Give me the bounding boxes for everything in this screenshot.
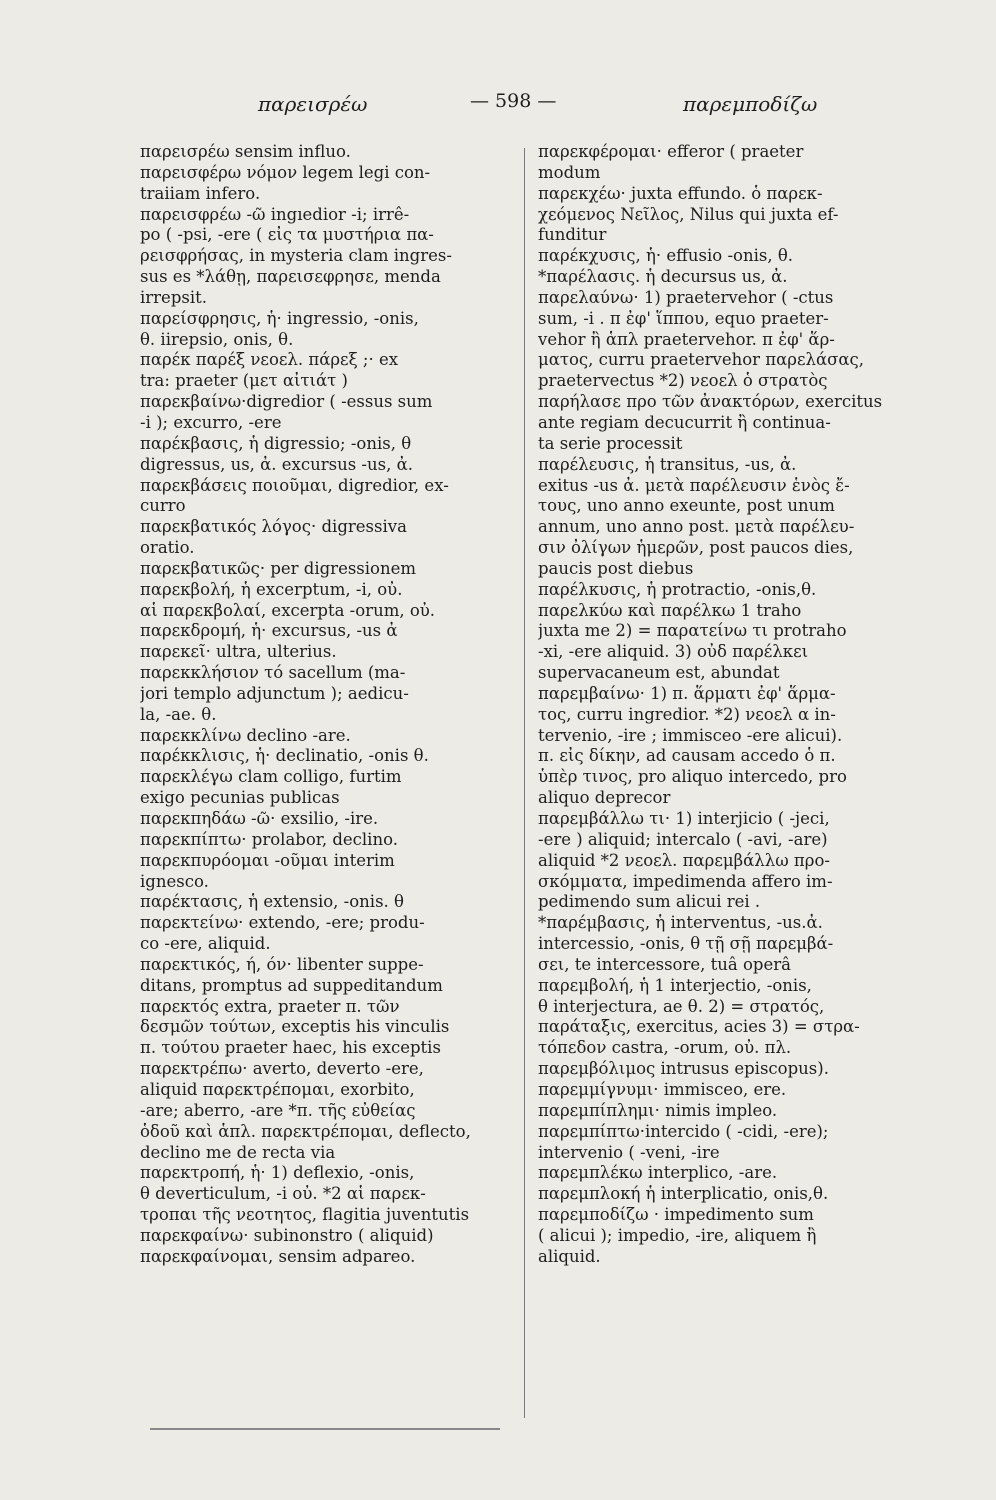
footer-rule (150, 1428, 500, 1430)
text-line: -i ); excurro, -ere (140, 412, 282, 432)
text-line: intercessio, -onis, θ τῇ σῇ παρεμβά- (538, 934, 834, 954)
text-line: tervenio, -ire ; immisceo -ere alicui). (538, 725, 843, 745)
text-line: παρεκκλήσιον τό sacellum (ma- (140, 663, 406, 683)
text-line: παρεκφέρομαι· efferor ( praeter (538, 142, 804, 161)
text-line: ὑπὲρ τινος, pro aliquo intercedo, pro (538, 767, 847, 787)
text-line: παρεκτροπή, ἡ· 1) deflexio, -onis, (140, 1163, 415, 1183)
text-line: *παρέλασις. ἡ decursus us, ἀ. (538, 267, 788, 287)
text-line: aliquid *2 νεοελ. παρεμβάλλω προ- (538, 850, 830, 870)
text-line: aliquo deprecor (538, 788, 671, 808)
text-line: παρεμμίγνυμι· immisceo, ere. (538, 1079, 787, 1099)
text-line: declino me de recta via (140, 1142, 336, 1162)
text-line: παρεκβάσεις ποιοῦμαι, digredior, ex- (140, 475, 449, 495)
text-line: παρεκτείνω· extendo, -ere; produ- (140, 913, 425, 933)
text-line: παρεμπλοκή ἡ interplicatio, onis,θ. (538, 1184, 829, 1204)
text-line: digressus, us, ἀ. excursus -us, ἀ. (140, 454, 413, 474)
text-line: παρελαύνω· 1) praetervehor ( -ctus (538, 287, 834, 307)
text-line: παρεκλέγω clam colligo, furtim (140, 767, 402, 787)
page-header (0, 86, 996, 126)
text-line: ta serie processit (538, 433, 683, 453)
text-line: παρεμβαίνω· 1) π. ἅρματι ἐφ' ἅρμα- (538, 683, 836, 703)
text-line: ante regiam decucurrit ἢ continua- (538, 412, 831, 432)
text-line: παρεκχέω· juxta effundo. ὁ παρεκ- (538, 183, 823, 203)
text-line: παρεμποδίζω · impedimento sum (538, 1205, 814, 1225)
left-column (140, 142, 506, 1268)
page-number: — 598 — (470, 90, 557, 112)
text-line: δεσμῶν τούτων, exceptis his vinculis (140, 1017, 450, 1037)
text-line: παρεμπίπτω·intercido ( -cidi, -ere); (538, 1121, 829, 1141)
text-line: παράταξις, exercitus, acies 3) = στρα- (538, 1017, 860, 1037)
text-line: ματος, curru praetervehor παρελάσας, (538, 350, 865, 370)
text-line: vehor ἢ ἁπλ praetervehor. π ἐφ' ἅρ- (538, 329, 835, 349)
text-line: traiiam infero. (140, 183, 261, 203)
text-line: sus es *λάθῃ, παρεισεφρησε, menda (140, 267, 441, 287)
text-line: χεόμενος Νεῖλος, Nilus qui juxta ef- (538, 204, 839, 224)
text-line: -ere ) aliquid; intercalo ( -avi, -are) (538, 829, 828, 849)
right-column (538, 142, 908, 1268)
text-line: παρέκτασις, ἡ extensio, -onis. θ (140, 892, 404, 912)
text-line: -xi, -ere aliquid. 3) οὐδ παρέλκει (538, 642, 809, 662)
text-line: aliquid. (538, 1246, 601, 1266)
text-line: παρεμπίπλημι· nimis impleo. (538, 1100, 778, 1120)
text-line: aliquid παρεκτρέπομαι, exorbito, (140, 1079, 415, 1099)
text-line: co -ere, aliquid. (140, 934, 271, 954)
text-line: σκόμματα, impedimenda affero im- (538, 871, 833, 891)
text-line: παρέκχυσις, ἡ· effusio -onis, θ. (538, 246, 794, 266)
text-line: παρεισφέρω νόμον legem legi con- (140, 162, 431, 182)
text-line: παρεκεῖ· ultra, ulterius. (140, 642, 337, 662)
text-line: παρεκβατικός λόγος· digressiva (140, 517, 407, 537)
text-line: παρεισρέω sensim influo. (140, 142, 351, 161)
text-line: παρεκτός extra, praeter π. τῶν (140, 996, 400, 1016)
text-line: παρεκφαίνομαι, sensim adpareo. (140, 1246, 416, 1266)
text-line: oratio. (140, 538, 195, 558)
text-line: π. εἰς δίκην, ad causam accedo ὁ π. (538, 746, 836, 766)
text-line: παρεμβολή, ἡ 1 interjectio, -onis, (538, 975, 812, 995)
text-line: παρέκ παρέξ νεοελ. πάρεξ ;· ex (140, 350, 399, 370)
text-line: παρεκβολή, ἡ excerptum, -i, οὐ. (140, 579, 403, 599)
text-line: παρέλευσις, ἡ transitus, -us, ἀ. (538, 454, 797, 474)
text-line: παρεκπίπτω· prolabor, declino. (140, 829, 398, 849)
text-line: jori templo adjunctum ); aedicu- (140, 683, 409, 703)
text-line: pedimendo sum alicui rei . (538, 892, 761, 912)
text-line: παρεμβάλλω τι· 1) interjicio ( -jeci, (538, 809, 830, 828)
text-line: τους, uno anno exeunte, post unum (538, 496, 835, 516)
text-line: la, -ae. θ. (140, 704, 217, 724)
text-line: παρεμπλέκω interplico, -are. (538, 1163, 778, 1183)
text-line: curro (140, 496, 186, 516)
text-line: θ interjectura, ae θ. 2) = στρατός, (538, 996, 825, 1016)
text-line: παρήλασε προ τῶν ἀνακτόρων, exercitus (538, 392, 883, 412)
text-line: praetervectus *2) νεοελ ὁ στρατὸς (538, 371, 828, 391)
text-line: παρέκβασις, ἡ digressio; -onis, θ (140, 433, 412, 453)
text-line: σει, te intercessore, tuâ operâ (538, 954, 791, 974)
text-line: paucis post diebus (538, 558, 694, 578)
text-line: παρέκκλισις, ἡ· declinatio, -onis θ. (140, 746, 429, 766)
text-line: supervacaneum est, abundat (538, 663, 780, 683)
text-line: irrepsit. (140, 287, 207, 307)
text-line: sum, -i . π ἐφ' ἵππου, equo praeter- (538, 308, 829, 328)
text-line: τόπεδον castra, -orum, οὐ. πλ. (538, 1038, 792, 1058)
text-line: σιν ὀλίγων ἡμερῶν, post paucos dies, (538, 538, 854, 558)
text-line: παρείσφρησις, ἡ· ingressio, -onis, (140, 308, 419, 328)
text-line: θ deverticulum, -i οὐ. *2 αἱ παρεκ- (140, 1184, 426, 1204)
text-line: παρέλκυσις, ἡ protractio, -onis,θ. (538, 579, 817, 599)
text-line: *παρέμβασις, ἡ interventus, -us.ἀ. (538, 913, 823, 933)
text-line: παρεκβαίνω·digredior ( -essus sum (140, 392, 433, 412)
text-line: παρεισφρέω -ῶ ingıedior -i; irrê- (140, 204, 410, 224)
text-line: po ( -psi, -ere ( εἰς τα μυστήρια πα- (140, 225, 434, 245)
text-line: παρεκδρομή, ἡ· excursus, -us ἀ (140, 621, 398, 641)
text-line: ρεισφρήσας, in mysteria clam ingres- (140, 246, 452, 266)
text-line: π. τούτου praeter haec, his exceptis (140, 1038, 441, 1058)
column-divider (524, 148, 525, 1418)
text-line: ὁδοῦ καὶ ἁπλ. παρεκτρέπομαι, deflecto, (140, 1121, 471, 1141)
text-line: ditans, promptus ad suppeditandum (140, 975, 443, 995)
text-line: τος, curru ingredior. *2) νεοελ α in- (538, 704, 836, 724)
text-line: τροπαι τῆς νεοτητος, flagitia juventutis (140, 1205, 470, 1225)
text-line: ignesco. (140, 871, 209, 891)
text-line: αἱ παρεκβολαί, excerpta -orum, οὐ. (140, 600, 436, 620)
text-line: annum, uno anno post. μετὰ παρέλευ- (538, 517, 855, 537)
text-line: θ. iirepsio, onis, θ. (140, 329, 294, 349)
text-line: παρεκτικός, ή, όν· libenter suppe- (140, 954, 424, 974)
text-line: exitus -us ἀ. μετὰ παρέλευσιν ἑνὸς ἔ- (538, 475, 850, 495)
text-line: παρεκφαίνω· subinonstro ( aliquid) (140, 1225, 434, 1245)
text-line: παρεμβόλιμος intrusus episcopus). (538, 1059, 829, 1079)
text-line: -are; aberro, -are *π. τῆς εὐθείας (140, 1100, 416, 1120)
header-left-word: παρεισρέω (258, 92, 368, 116)
text-line: ( alicui ); impedio, -ire, aliquem ἢ (538, 1225, 817, 1245)
text-line: παρεκτρέπω· averto, deverto -ere, (140, 1059, 424, 1079)
text-line: παρεκπηδάω -ῶ· exsilio, -ire. (140, 809, 379, 828)
text-line: modum (538, 162, 601, 182)
text-line: exigo pecunias publicas (140, 788, 340, 808)
text-line: παρεκβατικῶς· per digressionem (140, 558, 417, 578)
text-line: juxta me 2) = παρατείνω τι protraho (538, 621, 847, 641)
text-line: intervenio ( -veni, -ire (538, 1142, 720, 1162)
text-line: tra: praeter (μετ αἰτιάτ ) (140, 371, 348, 391)
text-line: παρελκύω καὶ παρέλκω 1 traho (538, 600, 802, 620)
text-line: funditur (538, 225, 607, 245)
header-right-word: παρεμποδίζω (683, 92, 818, 116)
text-line: παρεκπυρόομαι -οῦμαι interim (140, 850, 395, 870)
text-line: παρεκκλίνω declino -are. (140, 725, 351, 745)
